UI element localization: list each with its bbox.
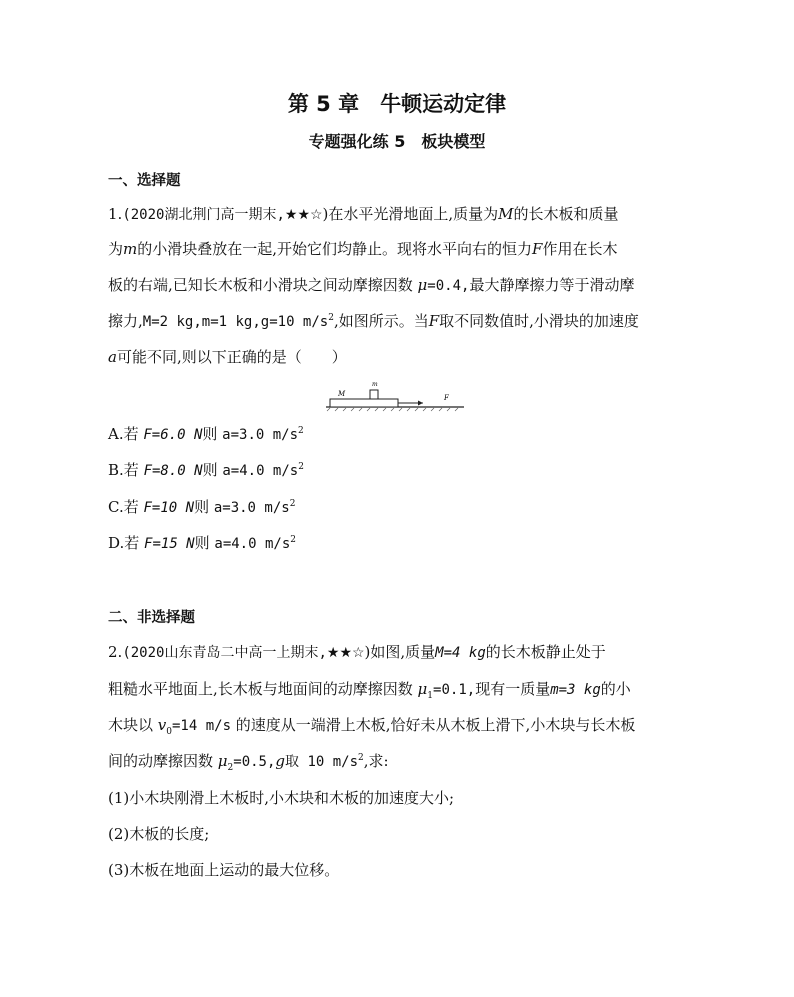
chapter-title: 第 5 章 牛顿运动定律 (287, 92, 507, 116)
q1-line-1: 1.(2020湖北荆门高一期末,★★☆)在水平光滑地面上,质量为M的长木板和质量 (108, 205, 619, 223)
long-board (330, 399, 398, 407)
q2-part-1: (1)小木块刚滑上木板时,小木块和木板的加速度大小; (108, 789, 455, 807)
label-M: M (338, 390, 346, 398)
section-heading-nonchoice: 二、非选择题 (108, 610, 195, 626)
board-block-figure (326, 378, 464, 412)
q2-line-3: 木块以 $v_0=14$ m/s 的速度从一端滑上木板,恰好未从木板上滑下,小木块与长木板 (108, 716, 636, 737)
label-F: F (444, 394, 449, 402)
q2-line-4: 间的动摩擦因数 $\mu_2=0.5,g$取 10 $m/s^2$,求: (108, 752, 389, 773)
label-m: m (372, 381, 378, 388)
q2-source: (2020山东青岛二中高一上期末, (122, 645, 327, 661)
q1-line-3: 板的右端,已知长木板和小滑块之间动摩擦因数 μ=0.4,最大静摩擦力等于滑动摩 (108, 276, 635, 294)
q1-line-4: 擦力,M=2 kg,m=1 kg,g=10 $m/s^2$,如图所示。当F取不同数值时,小滑块的加速度 (108, 312, 639, 330)
topic-title: 专题强化练 5 板块模型 (308, 132, 486, 151)
q2-difficulty-stars: ★★☆ (326, 645, 365, 661)
force-arrowhead (418, 401, 423, 406)
q1-option-a: A.若 F=6.0 N则 a=3.0 $m/s^2$ (108, 425, 304, 443)
q2-number: 2. (108, 643, 123, 661)
q1-difficulty-stars: ★★☆ (284, 207, 323, 223)
q2-line-2: 粗糙水平地面上,长木板与地面间的动摩擦因数 $\mu_1=0.1$,现有一质量m=3 kg的小 (108, 680, 631, 701)
q1-option-d: D.若 F=15 N则 a=4.0 $m/s^2$ (108, 534, 296, 552)
q1-line-5: a可能不同,则以下正确的是（ ） (108, 348, 347, 366)
q1-source: (2020湖北荆门高一期末, (122, 207, 285, 223)
ground-hatch (327, 408, 458, 411)
q1-number: 1. (108, 205, 123, 223)
q1-option-c: C.若 F=10 N则 a=3.0 $m/s^2$ (108, 498, 296, 516)
q1-option-b: B.若 F=8.0 N则 a=4.0 $m/s^2$ (108, 461, 304, 479)
q2-part-2: (2)木板的长度; (108, 825, 210, 843)
q1-line-2: 为m的小滑块叠放在一起,开始它们均静止。现将水平向右的恒力F作用在长木 (108, 240, 618, 258)
q2-line-1: 2.(2020山东青岛二中高一上期末,★★☆)如图,质量M=4 kg的长木板静止处于 (108, 643, 606, 661)
small-block (370, 390, 378, 399)
section-heading-choice: 一、选择题 (108, 173, 181, 189)
q2-part-3: (3)木板在地面上运动的最大位移。 (108, 861, 340, 879)
